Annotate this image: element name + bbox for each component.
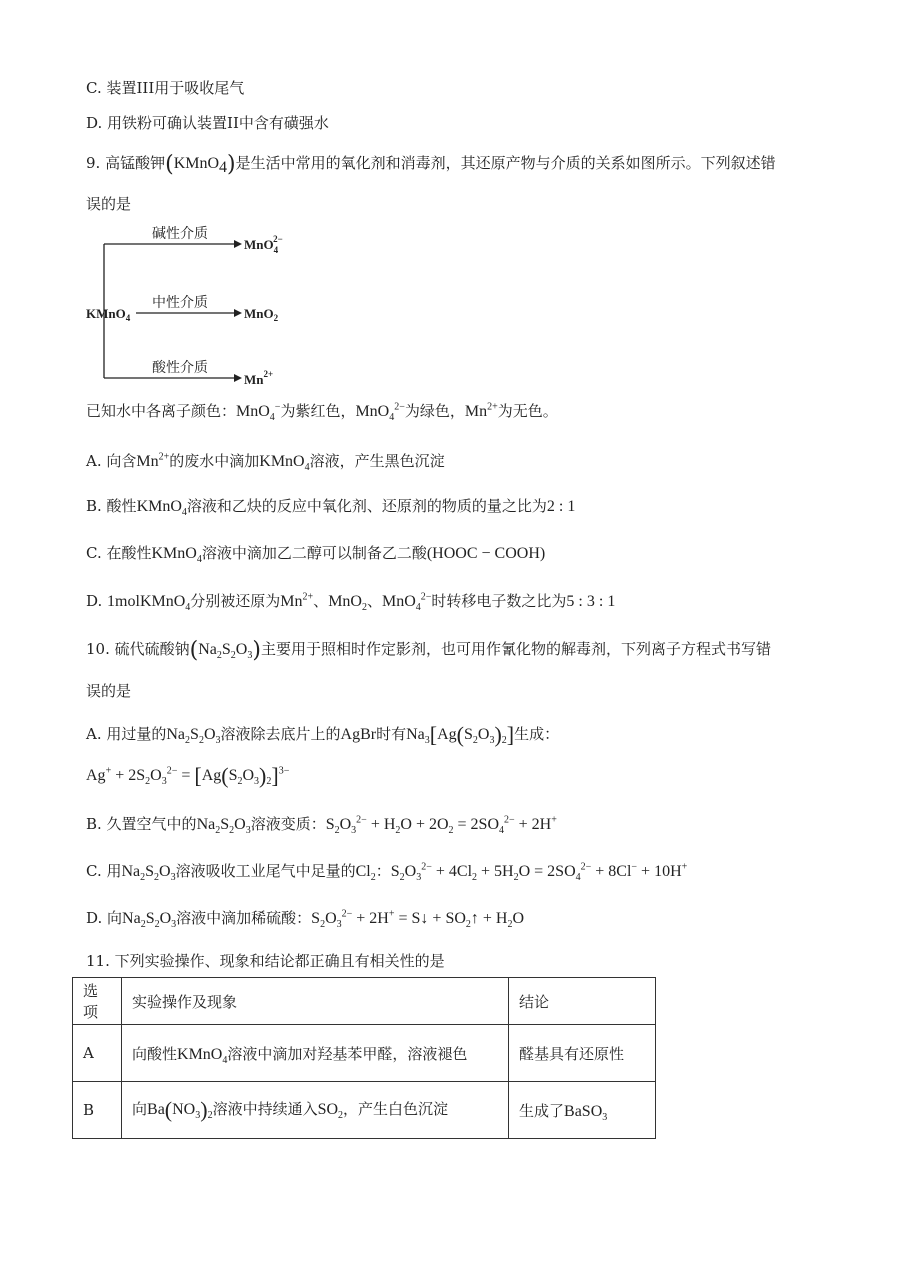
q9-known: 已知水中各离子颜色：MnO$_4$−为紫红色，MnO$_4^{2-}$为绿色，$Mn^{2+}$为无色。	[86, 401, 558, 424]
table-header-row	[73, 978, 656, 1025]
q10-option-c: C. 用$Na_2S_2O_3$溶液吸收工业尾气中足量的$Cl_2$：$S_2O_3^{2-} + 4Cl_2 + 5H_2O = 2SO_4^{2-} + 8Cl^- + 10H^+$	[86, 861, 688, 884]
q8-option-c: C. 装置III用于吸收尾气	[86, 79, 245, 97]
q10-option-b: B. 久置空气中的$Na_2S_2O_3$溶液变质：$S_2O_3^{2-} + H_2O + 2O_2 = 2SO_4^{2-} + 2H^+$	[86, 814, 557, 837]
header-conclusion: 结论	[509, 978, 656, 1025]
q10-stem-line2: 误的是	[86, 682, 132, 700]
reduction-diagram	[86, 222, 306, 392]
q10-option-a-equation: $Ag^+ + 2S_2O_3^{2-} = [Ag(S_2O_3)_2]^{3-}$	[86, 763, 290, 788]
row-a-conclusion: 醛基具有还原性	[509, 1025, 656, 1082]
product-mno2: MnO$_2$	[244, 306, 279, 323]
table-row	[73, 1025, 656, 1082]
header-operation: 实验操作及现象	[122, 978, 509, 1025]
medium-neutral: 中性介质	[152, 295, 208, 311]
row-a-option: A	[73, 1025, 122, 1082]
q9-stem: 9. 高锰酸钾(KMnO$_4$)是生活中常用的氧化剂和消毒剂，其还原产物与介质的关系如图所示。下列叙述错	[86, 152, 776, 177]
q11-stem: 11. 下列实验操作、现象和结论都正确且有相关性的是	[86, 952, 445, 970]
q10-stem: 10. 硫代硫酸钠$(Na_2S_2O_3)$主要用于照相时作定影剂，也可用作氰化物的解毒剂，下列离子方程式书写错	[86, 638, 771, 663]
product-mno4-2minus: MnO$_4$2−	[244, 234, 283, 255]
q10-option-a: A. 用过量的$Na_2S_2O_3$溶液除去底片上的AgBr时有$Na_3[Ag(S_2O_3)_2]$生成：	[86, 722, 560, 747]
q9-stem-line2: 误的是	[86, 195, 132, 213]
row-b-operation: 向$Ba(NO_3)_2$溶液中持续通入$SO_2$，产生白色沉淀	[122, 1082, 509, 1139]
header-option: 选项	[73, 978, 122, 1025]
row-a-operation: 向酸性KMnO$_4$溶液中滴加对羟基苯甲醛，溶液褪色	[122, 1025, 509, 1082]
medium-alkaline: 碱性介质	[152, 226, 208, 242]
q11-table	[72, 977, 656, 1139]
q9-option-b: B. 酸性KMnO$_4$溶液和乙炔的反应中氧化剂、还原剂的物质的量之比为2 : 1	[86, 497, 576, 519]
q9-option-a: A. 向含$Mn^{2+}$的废水中滴加KMnO$_4$溶液，产生黑色沉淀	[86, 451, 445, 474]
medium-acidic: 酸性介质	[152, 360, 208, 376]
q10-option-d: D. 向$Na_2S_2O_3$溶液中滴加稀硫酸：$S_2O_3^{2-} + 2H^+$ = S↓ + $SO_2↑ + H_2O$	[86, 908, 525, 931]
q8-option-d: D. 用铁粉可确认装置II中含有磺强水	[86, 114, 329, 132]
table-row	[73, 1082, 656, 1139]
source-kmno4: KMnO$_4$	[86, 306, 131, 323]
q9-option-d: D. 1molKMnO$_4$分别被还原为$Mn^{2+}$、MnO$_2$、MnO$_4^{2-}$时转移电子数之比为5 : 3 : 1	[86, 591, 616, 614]
q9-option-c: C. 在酸性KMnO$_4$溶液中滴加乙二醇可以制备乙二酸(HOOC − COOH)	[86, 544, 546, 566]
row-b-conclusion: 生成了BaSO$_3$	[509, 1082, 656, 1139]
product-mn2plus: $Mn^{2+}$	[244, 369, 274, 387]
row-b-option: B	[73, 1082, 122, 1139]
